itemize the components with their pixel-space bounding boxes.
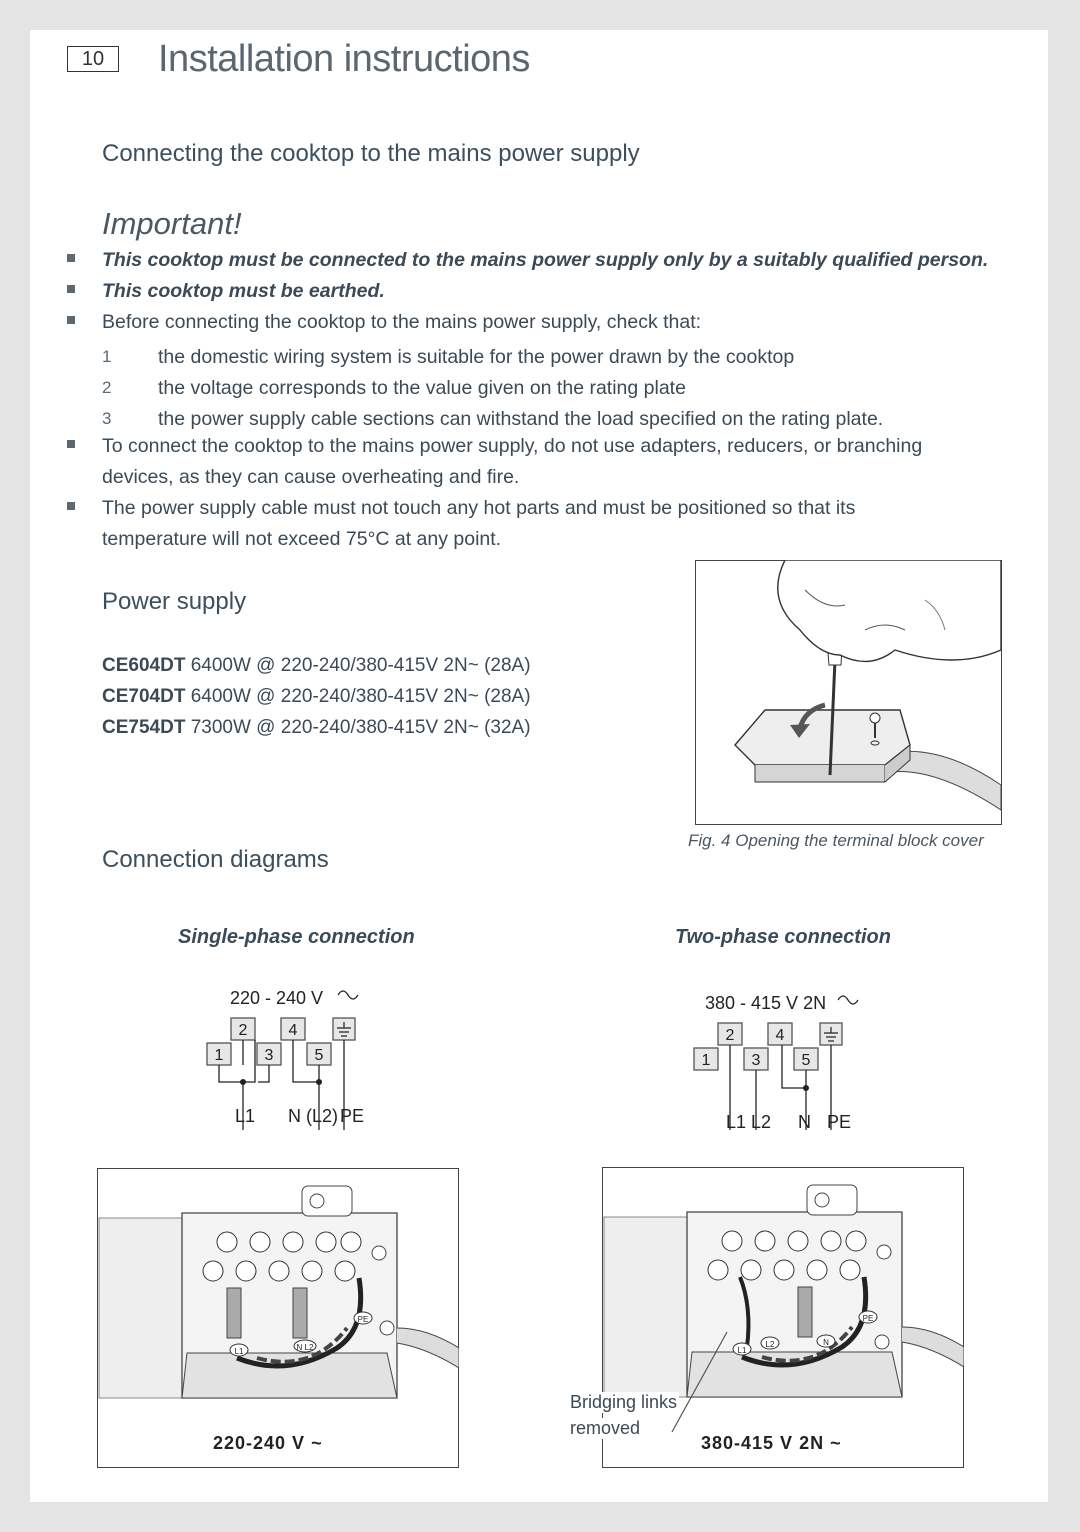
two-photo-voltage: 380-415 V 2N ~	[701, 1433, 842, 1453]
model-name: CE604DT	[102, 655, 186, 676]
check-item: the domestic wiring system is suitable for the power drawn by the cooktop	[158, 346, 795, 368]
block-wire-label: PE	[357, 1315, 369, 1324]
single-phase-voltage: 220 - 240 V	[230, 988, 324, 1008]
check-number: 3	[102, 409, 112, 428]
manual-page	[30, 30, 1048, 1502]
block-wire-label: N L2	[296, 1343, 314, 1352]
single-phase-title: Single-phase connection	[178, 926, 415, 948]
ac-symbol-icon	[838, 996, 858, 1004]
model-name: CE704DT	[102, 686, 186, 707]
fig4-caption: Fig. 4 Opening the terminal block cover	[688, 831, 984, 850]
terminal-label: 2	[725, 1027, 735, 1044]
check-number: 2	[102, 378, 112, 397]
bullet-marker	[67, 440, 75, 448]
single-l1-label: L1	[235, 1106, 256, 1126]
model-spec-row	[102, 712, 531, 743]
block-wire-label: PE	[862, 1314, 874, 1323]
single-phase-terminal-block	[97, 1168, 459, 1468]
terminal-label: 2	[238, 1022, 248, 1039]
block-wire-label: N	[823, 1338, 829, 1347]
bridging-note-line1: Bridging links	[570, 1392, 678, 1412]
model-spec: 6400W @ 220-240/380-415V 2N~ (28A)	[190, 686, 531, 707]
block-wire-label: L2	[765, 1340, 775, 1349]
terminal-label: 4	[288, 1022, 298, 1039]
bullet-cable-line1: The power supply cable must not touch any hot parts and must be positioned so that its	[102, 497, 856, 519]
earth-terminal-box	[820, 1023, 842, 1045]
bullet-adapters-line2: devices, as they can cause overheating and fire.	[102, 466, 520, 488]
two-l2-label: L2	[751, 1112, 772, 1132]
connecting-heading: Connecting the cooktop to the mains power supply	[102, 140, 640, 167]
terminal-label: 3	[264, 1047, 274, 1064]
page-title: Installation instructions	[158, 38, 530, 80]
terminal-label: 5	[801, 1052, 811, 1069]
terminal-label: 4	[775, 1027, 785, 1044]
earth-terminal-box	[333, 1018, 355, 1040]
check-number: 1	[102, 347, 112, 366]
terminal-label: 1	[701, 1052, 711, 1069]
important-heading: Important!	[102, 206, 242, 241]
model-name: CE754DT	[102, 717, 186, 738]
power-supply-heading: Power supply	[102, 588, 247, 615]
page-number: 10	[67, 46, 119, 72]
block-wire-label: L1	[737, 1346, 747, 1355]
bullet-adapters-line1: To connect the cooktop to the mains power supply, do not use adapters, reducers, or branching	[102, 435, 923, 457]
single-pe-label: PE	[340, 1106, 365, 1126]
single-n-label: N (L2)	[288, 1106, 339, 1126]
terminal-label: 1	[214, 1047, 224, 1064]
two-phase-title: Two-phase connection	[675, 926, 891, 948]
bullet-marker	[67, 285, 75, 293]
two-n-label: N	[798, 1112, 811, 1132]
terminal-label: 5	[314, 1047, 324, 1064]
bullet-qualified: This cooktop must be connected to the mains power supply only by a suitably qualified person.	[102, 249, 989, 271]
two-phase-voltage: 380 - 415 V 2N	[705, 993, 827, 1013]
bullet-cable-line2: temperature will not exceed 75°C at any point.	[102, 528, 502, 550]
bullet-marker	[67, 254, 75, 262]
check-item: the voltage corresponds to the value given on the rating plate	[158, 377, 686, 399]
bridging-note-line2: removed	[570, 1418, 641, 1438]
terminal-label: 3	[751, 1052, 761, 1069]
terminal-cover-illustration	[695, 560, 1002, 825]
model-spec-row	[102, 650, 531, 681]
single-photo-voltage: 220-240 V ~	[213, 1433, 323, 1453]
two-pe-label: PE	[827, 1112, 852, 1132]
model-spec-row	[102, 681, 531, 712]
block-wire-label: L1	[234, 1347, 244, 1356]
model-spec: 7300W @ 220-240/380-415V 2N~ (32A)	[190, 717, 531, 738]
two-phase-terminal-block	[602, 1167, 964, 1468]
two-l1-label: L1	[726, 1112, 747, 1132]
bullet-marker	[67, 316, 75, 324]
bullet-check-intro: Before connecting the cooktop to the mains power supply, check that:	[102, 311, 702, 333]
ac-symbol-icon	[338, 991, 358, 999]
model-spec: 6400W @ 220-240/380-415V 2N~ (28A)	[190, 655, 531, 676]
bullet-earthed: This cooktop must be earthed.	[102, 280, 385, 302]
check-item: the power supply cable sections can withstand the load specified on the rating plate.	[158, 408, 884, 430]
bullet-marker	[67, 502, 75, 510]
connection-diagrams-heading: Connection diagrams	[102, 846, 329, 873]
